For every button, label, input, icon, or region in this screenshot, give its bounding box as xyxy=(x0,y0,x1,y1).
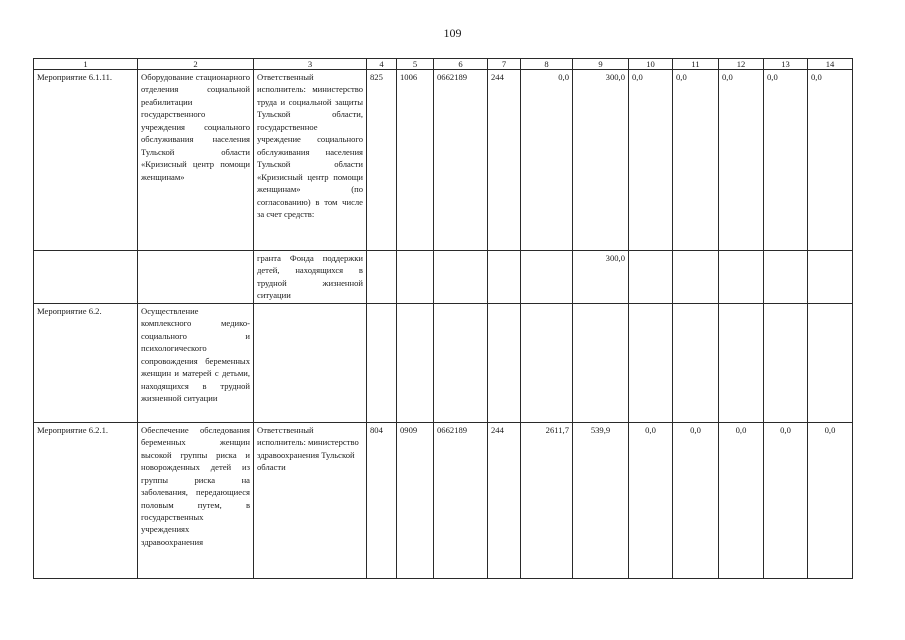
column-number: 1 xyxy=(34,59,138,70)
table-row xyxy=(34,422,853,578)
amount-cell: 0,0 xyxy=(764,422,808,578)
code-cell: 0909 xyxy=(397,422,434,578)
activity-name: Осуществление комплексного медико-социального и психологического сопровождения беременных женщин и матерей с детьми, находящихся в трудной жизненной ситуации xyxy=(138,303,254,422)
table-row xyxy=(34,70,853,251)
activity-code: Мероприятие 6.2. xyxy=(34,303,138,422)
column-number: 13 xyxy=(764,59,808,70)
amount-cell xyxy=(764,251,808,304)
amount-cell xyxy=(719,251,764,304)
column-number: 11 xyxy=(673,59,719,70)
amount-cell: 0,0 xyxy=(629,422,673,578)
column-number: 5 xyxy=(397,59,434,70)
amount-cell: 2611,7 xyxy=(521,422,573,578)
column-number: 7 xyxy=(488,59,521,70)
amount-cell: 0,0 xyxy=(521,70,573,251)
amount-cell xyxy=(673,303,719,422)
code-cell: 825 xyxy=(367,70,397,251)
amount-cell: 300,0 xyxy=(573,251,629,304)
responsible-executor: Ответственный исполнитель: министерство здравоохранения Тульской области xyxy=(254,422,367,578)
amount-cell: 0,0 xyxy=(719,70,764,251)
code-cell xyxy=(434,251,488,304)
code-cell xyxy=(434,303,488,422)
funding-source: гранта Фонда поддержки детей, находящихся в трудной жизненной ситуации xyxy=(254,251,367,304)
column-number: 4 xyxy=(367,59,397,70)
column-number: 12 xyxy=(719,59,764,70)
amount-cell xyxy=(521,303,573,422)
amount-cell xyxy=(808,303,853,422)
code-cell xyxy=(367,303,397,422)
table-row xyxy=(34,251,853,304)
amount-cell: 0,0 xyxy=(673,70,719,251)
code-cell: 244 xyxy=(488,422,521,578)
amount-cell: 0,0 xyxy=(673,422,719,578)
activity-code: Мероприятие 6.2.1. xyxy=(34,422,138,578)
code-cell: 0662189 xyxy=(434,422,488,578)
column-number: 2 xyxy=(138,59,254,70)
column-number: 14 xyxy=(808,59,853,70)
amount-cell: 0,0 xyxy=(629,70,673,251)
column-number: 9 xyxy=(573,59,629,70)
amount-cell: 0,0 xyxy=(808,70,853,251)
column-number: 6 xyxy=(434,59,488,70)
amount-cell xyxy=(808,251,853,304)
responsible-executor: Ответственный исполнитель: министерство труда и социальной защиты Тульской области, государственное учреждение социального обслуживания населения Тульской области «Кризисный центр помощи женщинам» (по согласованию) в том числе за счет средств: xyxy=(254,70,367,251)
amount-cell xyxy=(573,303,629,422)
code-cell xyxy=(367,251,397,304)
amount-cell: 0,0 xyxy=(719,422,764,578)
amount-cell xyxy=(719,303,764,422)
amount-cell xyxy=(673,251,719,304)
code-cell: 804 xyxy=(367,422,397,578)
code-cell: 244 xyxy=(488,70,521,251)
amount-cell xyxy=(521,251,573,304)
amount-cell xyxy=(629,303,673,422)
amount-cell: 539,9 xyxy=(573,422,629,578)
amount-cell: 0,0 xyxy=(764,70,808,251)
column-number: 10 xyxy=(629,59,673,70)
page-number: 109 xyxy=(443,26,462,40)
code-cell xyxy=(488,251,521,304)
amount-cell xyxy=(629,251,673,304)
code-cell: 1006 xyxy=(397,70,434,251)
amount-cell: 300,0 xyxy=(573,70,629,251)
code-cell xyxy=(397,303,434,422)
code-cell xyxy=(397,251,434,304)
table-row xyxy=(34,303,853,422)
activity-name: Оборудование стационарного отделения социальной реабилитации государственного учреждения социального обслуживания населения Тульской области «Кризисный центр помощи женщинам» xyxy=(138,70,254,251)
activity-name xyxy=(138,251,254,304)
amount-cell: 0,0 xyxy=(808,422,853,578)
column-number: 3 xyxy=(254,59,367,70)
activity-code xyxy=(34,251,138,304)
amount-cell xyxy=(764,303,808,422)
program-activities-table xyxy=(33,58,853,579)
code-cell xyxy=(488,303,521,422)
code-cell: 0662189 xyxy=(434,70,488,251)
column-number-row xyxy=(34,59,853,70)
activity-code: Мероприятие 6.1.11. xyxy=(34,70,138,251)
responsible-executor xyxy=(254,303,367,422)
column-number: 8 xyxy=(521,59,573,70)
activity-name: Обеспечение обследования беременных женщин высокой группы риска и новорожденных детей из группы риска на заболевания, передающиеся половым путем, в государственных учреждениях здравоохранения xyxy=(138,422,254,578)
